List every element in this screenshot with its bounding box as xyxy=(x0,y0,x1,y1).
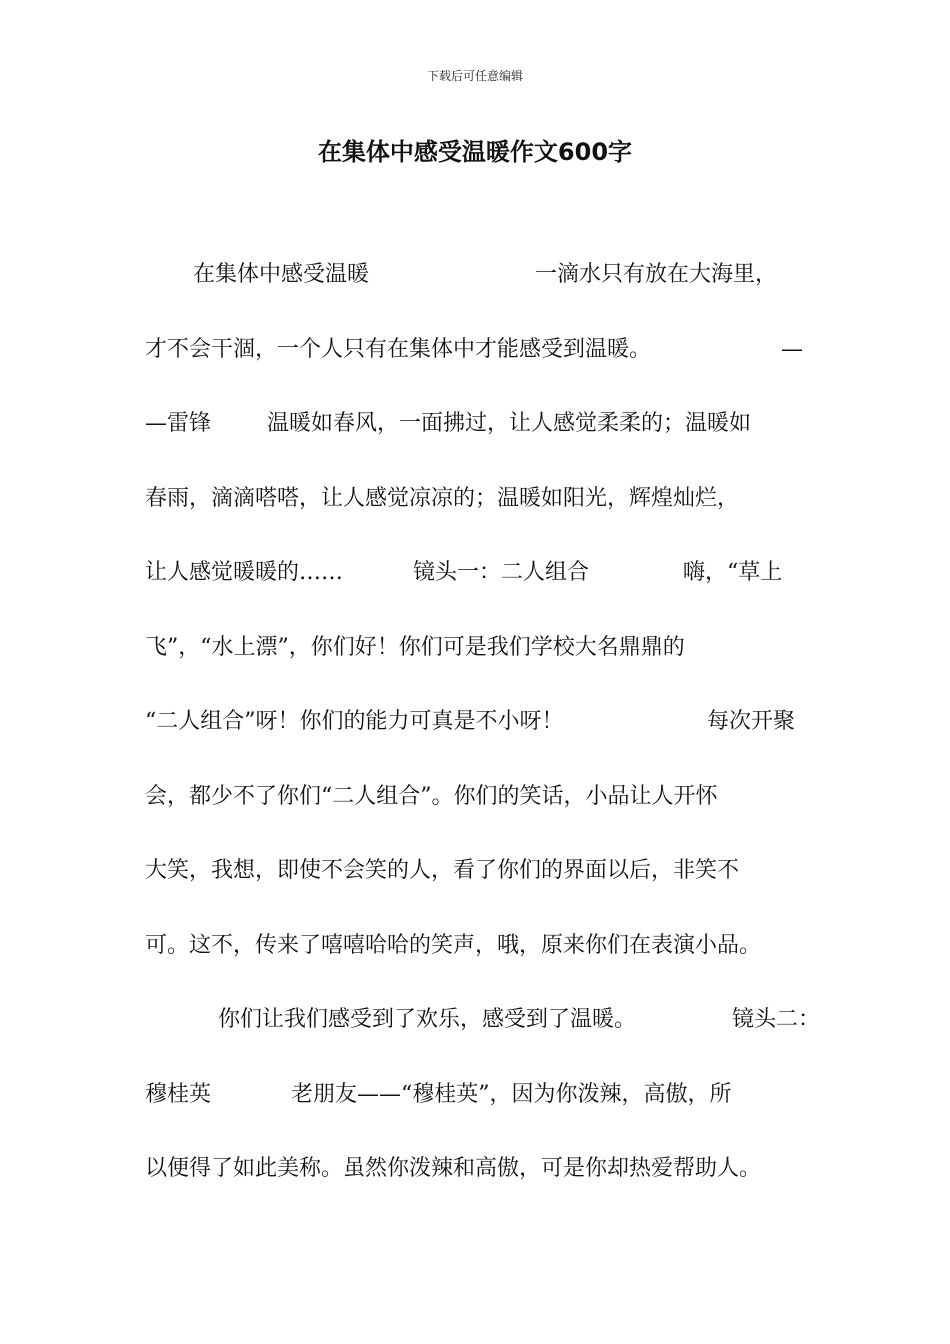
text-segment: 穆桂英 xyxy=(145,1081,212,1107)
text-segment: 让人感觉暖暖的…… xyxy=(145,560,344,585)
body-text xyxy=(145,250,825,1219)
text-segment: 在集体中感受温暖 xyxy=(193,262,370,287)
text-line xyxy=(145,772,825,847)
text-line xyxy=(145,846,825,921)
text-segment: 你们让我们感受到了欢乐，感受到了温暖。 xyxy=(218,1007,637,1032)
text-line xyxy=(145,697,825,772)
document-title: 在集体中感受温暖作文600字 xyxy=(317,138,633,166)
text-segment: 老朋友——“穆桂英”，因为你泼辣，高傲，所 xyxy=(291,1081,732,1107)
text-segment: 飞”，“水上漂”，你们好！你们可是我们学校大名鼎鼎的 xyxy=(145,634,685,660)
text-segment: — xyxy=(781,336,803,362)
text-segment: 每次开聚 xyxy=(707,709,796,734)
text-segment: 一滴水只有放在大海里， xyxy=(535,262,778,287)
text-segment: 会，都少不了你们“二人组合”。你们的笑话，小品让人开怀 xyxy=(145,783,718,809)
text-segment: “二人组合”呀！你们的能力可真是不小呀！ xyxy=(145,709,564,734)
text-segment: 才不会干涸，一个人只有在集体中才能感受到温暖。 xyxy=(145,336,652,362)
text-segment: 以便得了如此美称。虽然你泼辣和高傲，可是你却热爱帮助人。 xyxy=(145,1156,762,1181)
text-line xyxy=(145,325,825,400)
text-segment: 镜头一：二人组合 xyxy=(413,560,590,585)
text-segment: 春雨，滴滴嗒嗒，让人感觉凉凉的；温暖如阳光，辉煌灿烂， xyxy=(145,485,740,511)
text-line xyxy=(145,474,825,549)
text-segment: 镜头二： xyxy=(732,1007,821,1032)
header-note: 下载后可任意编辑 xyxy=(426,69,523,83)
text-segment: —雷锋 xyxy=(145,411,212,436)
text-segment: 温暖如春风，一面拂过，让人感觉柔柔的；温暖如 xyxy=(267,411,752,436)
text-line xyxy=(145,399,825,474)
text-segment: 大笑，我想，即使不会笑的人，看了你们的界面以后，非笑不 xyxy=(145,858,740,883)
text-line xyxy=(145,1144,825,1219)
text-line xyxy=(145,250,825,325)
text-line xyxy=(145,1070,825,1145)
text-segment: 可。这不，传来了嘻嘻哈哈的笑声，哦，原来你们在表演小品。 xyxy=(145,932,762,958)
text-line xyxy=(145,548,825,623)
text-line xyxy=(145,921,825,996)
text-segment: 嗨，“草上 xyxy=(683,560,783,585)
text-line xyxy=(145,623,825,698)
text-line xyxy=(145,995,825,1070)
